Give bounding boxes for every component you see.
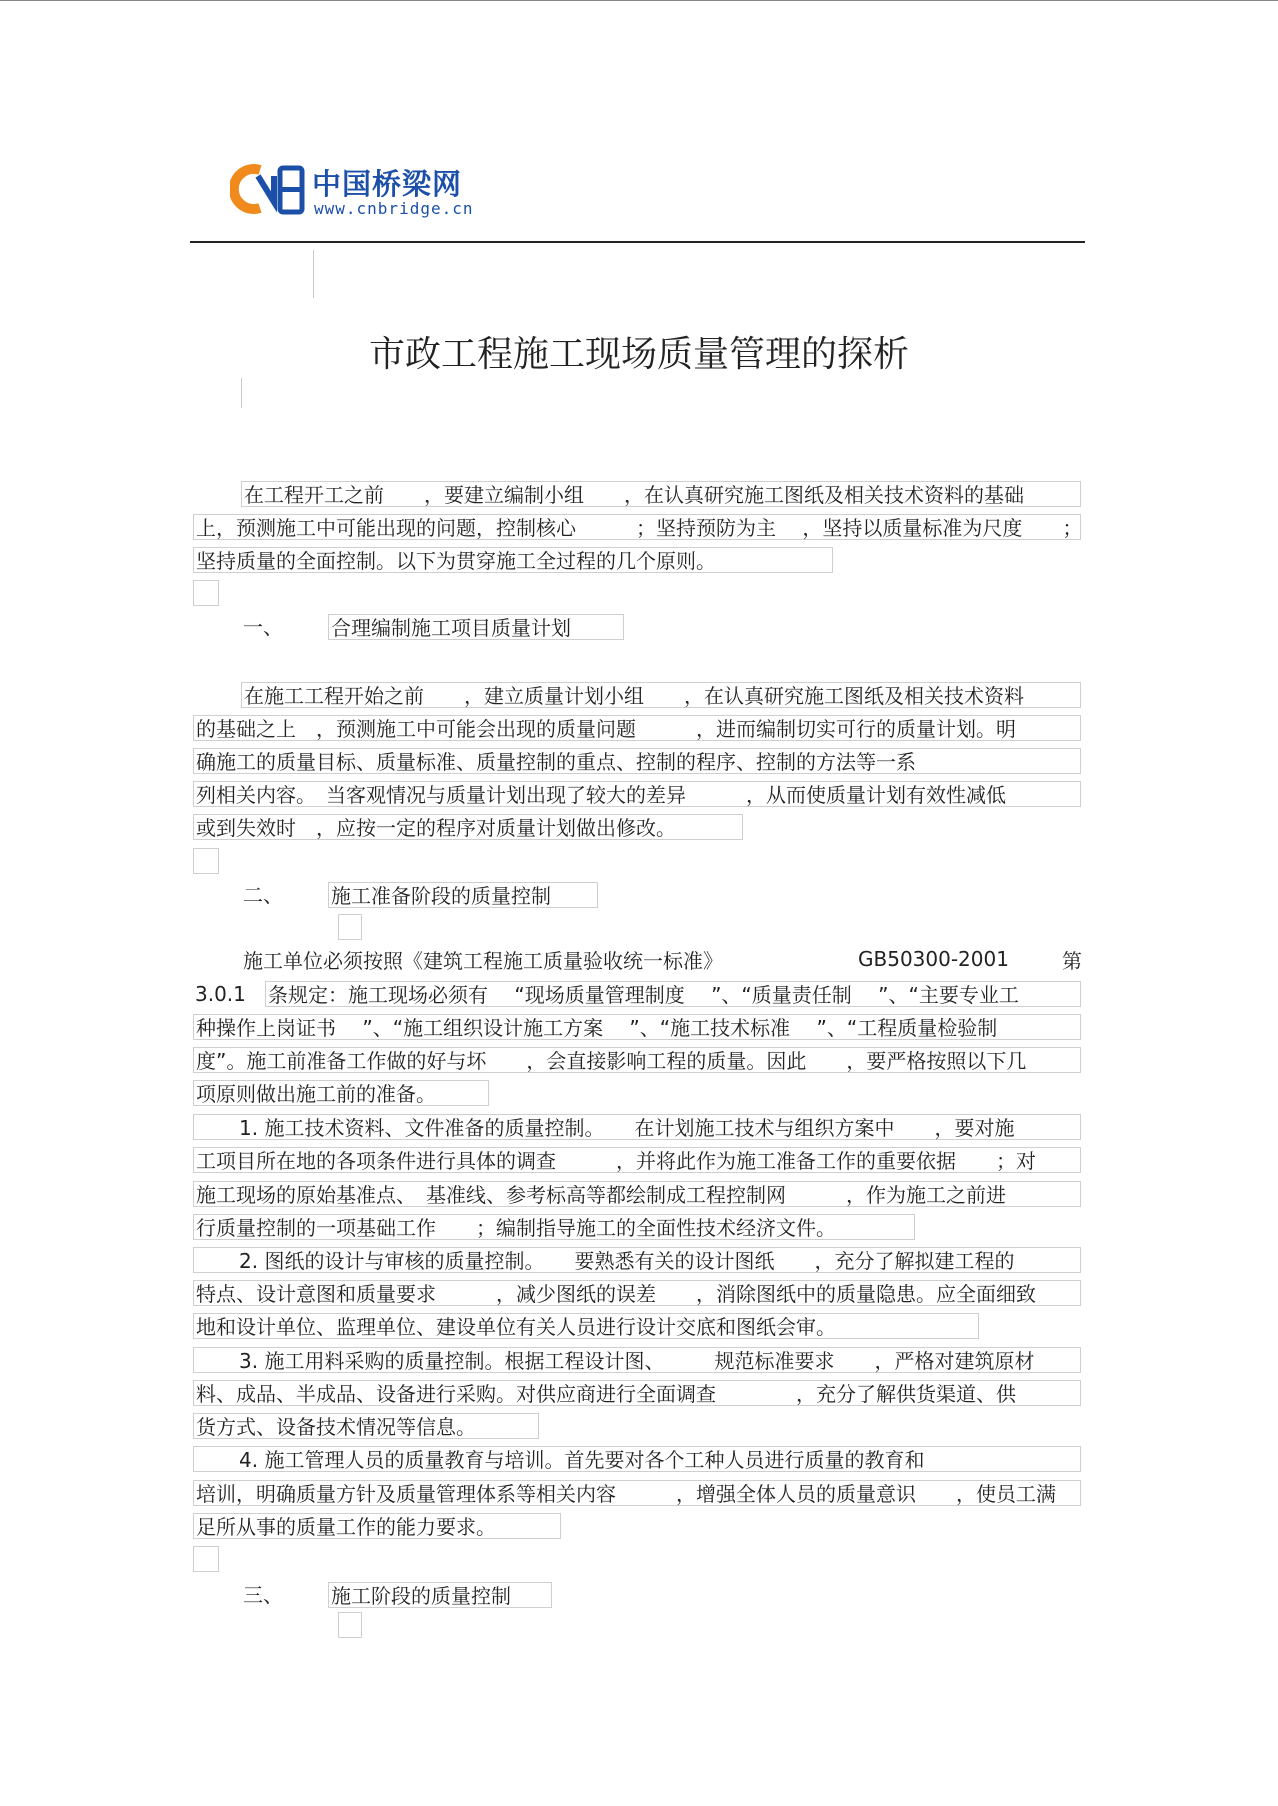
- empty-box: [338, 1612, 362, 1638]
- text-line: 4. 施工管理人员的质量教育与培训。首先要对各个工种人员进行质量的教育和: [193, 1446, 1081, 1472]
- text-line: 工项目所在地的各项条件进行具体的调查 ，并将此作为施工准备工作的重要依据 ；对: [193, 1147, 1081, 1173]
- text-line: 在工程开工之前 ，要建立编制小组 ，在认真研究施工图纸及相关技术资料的基础: [241, 481, 1081, 507]
- text-line: 料、成品、半成品、设备进行采购。对供应商进行全面调查 ，充分了解供货渠道、供: [193, 1380, 1081, 1406]
- text-line: 1. 施工技术资料、文件准备的质量控制。 在计划施工技术与组织方案中 ，要对施: [193, 1114, 1081, 1140]
- section-heading: 施工阶段的质量控制: [328, 1582, 552, 1608]
- section-number: 三、: [243, 1583, 283, 1607]
- logo-url: www.cnbridge.cn: [314, 199, 474, 218]
- text-line: 2. 图纸的设计与审核的质量控制。 要熟悉有关的设计图纸 ，充分了解拟建工程的: [193, 1247, 1081, 1273]
- empty-box: [193, 848, 219, 874]
- text-line: 条规定：施工现场必须有 “现场质量管理制度 ”、“质量责任制 ”、“主要专业工: [265, 981, 1081, 1007]
- header-rule: [190, 241, 1085, 243]
- text-line: 施工单位必须按照《建筑工程施工质量验收统一标准》: [243, 949, 723, 973]
- divider: [313, 250, 314, 298]
- text-line: 施工现场的原始基准点、 基准线、参考标高等都绘制成工程控制网 ，作为施工之前进: [193, 1181, 1081, 1207]
- text-line: 货方式、设备技术情况等信息。: [193, 1413, 539, 1439]
- section-heading: 施工准备阶段的质量控制: [328, 882, 598, 908]
- empty-box: [338, 914, 362, 940]
- text-line: 项原则做出施工前的准备。: [193, 1080, 489, 1106]
- text-line: 确施工的质量目标、质量标准、质量控制的重点、控制的程序、控制的方法等一系: [193, 748, 1081, 774]
- divider: [241, 378, 242, 408]
- section-number: 二、: [243, 883, 283, 907]
- text-line: 度”。施工前准备工作做的好与坏 ，会直接影响工程的质量。因此 ，要严格按照以下几: [193, 1047, 1081, 1073]
- page-title: 市政工程施工现场质量管理的探析: [368, 334, 909, 375]
- text-line: 特点、设计意图和质量要求 ，减少图纸的误差 ，消除图纸中的质量隐患。应全面细致: [193, 1280, 1081, 1306]
- section-heading: 合理编制施工项目质量计划: [328, 614, 624, 640]
- text-line: 在施工工程开始之前 ，建立质量计划小组 ，在认真研究施工图纸及相关技术资料: [241, 682, 1081, 708]
- empty-box: [193, 580, 219, 606]
- text-line: 3.0.1: [195, 982, 246, 1006]
- text-line: 种操作上岗证书 ”、“施工组织设计施工方案 ”、“施工技术标准 ”、“工程质量检验制: [193, 1014, 1081, 1040]
- text-line: 地和设计单位、监理单位、建设单位有关人员进行设计交底和图纸会审。: [193, 1313, 979, 1339]
- text-line: 3. 施工用料采购的质量控制。根据工程设计图、 规范标准要求 ，严格对建筑原材: [193, 1347, 1081, 1373]
- text-line: 或到失效时 ，应按一定的程序对质量计划做出修改。: [193, 814, 743, 840]
- section-number: 一、: [243, 615, 283, 639]
- text-line: 足所从事的质量工作的能力要求。: [193, 1513, 561, 1539]
- empty-box: [193, 1546, 219, 1572]
- site-logo: [230, 160, 490, 220]
- text-line: 行质量控制的一项基础工作 ；编制指导施工的全面性技术经济文件。: [193, 1214, 915, 1240]
- logo-mark-icon: [230, 160, 306, 218]
- text-line: 列相关内容。 当客观情况与质量计划出现了较大的差异 ，从而使质量计划有效性减低: [193, 781, 1081, 807]
- text-line: 坚持质量的全面控制。以下为贯穿施工全过程的几个原则。: [193, 547, 833, 573]
- text-line: 的基础之上 ，预测施工中可能会出现的质量问题 ，进而编制切实可行的质量计划。明: [193, 715, 1081, 741]
- top-rule: [0, 0, 1278, 1]
- logo-name: 中国桥梁网: [312, 167, 463, 201]
- text-line: 上，预测施工中可能出现的问题，控制核心 ；坚持预防为主 ，坚持以质量标准为尺度 ；: [193, 514, 1081, 540]
- text-line: 第: [1062, 949, 1082, 973]
- text-line: 培训，明确质量方针及质量管理体系等相关内容 ，增强全体人员的质量意识 ，使员工满: [193, 1480, 1081, 1506]
- text-line: GB50300-2001: [858, 947, 1009, 971]
